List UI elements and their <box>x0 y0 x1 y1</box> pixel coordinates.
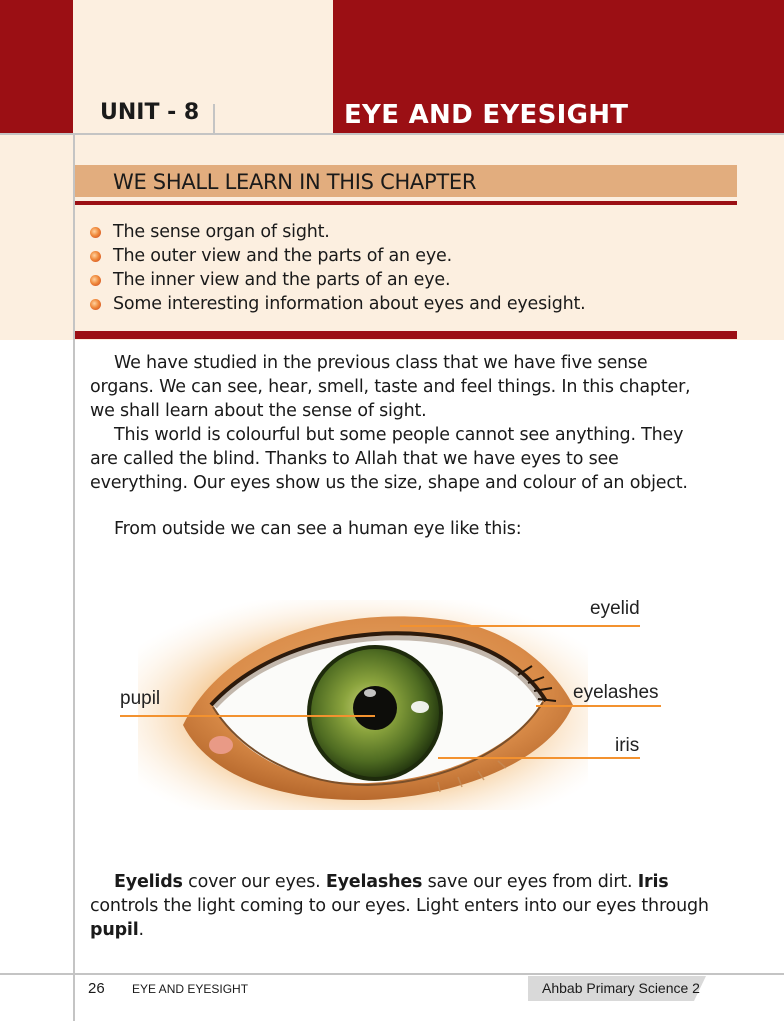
page-title: EYE AND EYESIGHT <box>344 100 629 130</box>
label-iris: iris <box>615 735 640 756</box>
leader-eyelashes <box>536 705 661 707</box>
bullet-icon <box>90 299 101 310</box>
footer-book-title: Ahbab Primary Science 2 <box>542 980 700 996</box>
list-item: The outer view and the parts of an eye. <box>90 244 586 268</box>
paragraph-outside-view: From outside we can see a human eye like this: <box>114 519 522 539</box>
header-rule <box>0 133 784 135</box>
leader-eyelid <box>400 625 640 627</box>
title-red-block <box>333 0 784 153</box>
leader-iris <box>438 757 640 759</box>
learn-heading: WE SHALL LEARN IN THIS CHAPTER <box>113 170 477 194</box>
footer-chapter-title: EYE AND EYESIGHT <box>132 982 249 996</box>
list-item: The inner view and the parts of an eye. <box>90 268 586 292</box>
bullet-icon <box>90 227 101 238</box>
paragraph-intro: We have studied in the previous class that we have five sense organs. We can see, hear, smell, taste and feel things. In this chapter, we shall learn about the sense of sight. <box>90 353 691 421</box>
learn-bottom-rule <box>75 331 737 339</box>
bullet-icon <box>90 251 101 262</box>
term-iris: Iris <box>637 872 669 892</box>
left-margin-rule <box>73 133 75 1021</box>
footer-rule <box>0 973 784 975</box>
label-eyelid: eyelid <box>590 598 640 619</box>
list-item: The sense organ of sight. <box>90 220 586 244</box>
label-pupil: pupil <box>120 688 161 709</box>
list-item: Some interesting information about eyes and eyesight. <box>90 292 586 316</box>
footer-book-tab <box>528 976 706 1001</box>
leader-pupil <box>120 715 375 717</box>
label-eyelashes: eyelashes <box>573 682 659 703</box>
left-red-block <box>0 0 73 133</box>
unit-separator <box>213 104 215 134</box>
learn-top-rule <box>75 201 737 205</box>
page-number: 26 <box>88 980 105 997</box>
term-eyelashes: Eyelashes <box>325 872 423 892</box>
unit-label: UNIT - 8 <box>100 100 200 125</box>
paragraph-summary: Eyelids cover our eyes. Eyelashes save our eyes from dirt. Iris controls the light coming to our eyes. Light enters into our eyes through pupil. <box>90 872 709 940</box>
term-pupil: pupil <box>90 920 139 940</box>
body-text <box>90 351 710 495</box>
paragraph-blind: This world is colourful but some people cannot see anything. They are called the blind. Thanks to Allah that we have eyes to see everything. Our eyes show us the size, shape and colour of an object. <box>90 425 688 493</box>
bullet-icon <box>90 275 101 286</box>
objectives-list <box>90 220 586 316</box>
term-eyelids: Eyelids <box>114 872 183 892</box>
eye-diagram <box>118 595 663 815</box>
